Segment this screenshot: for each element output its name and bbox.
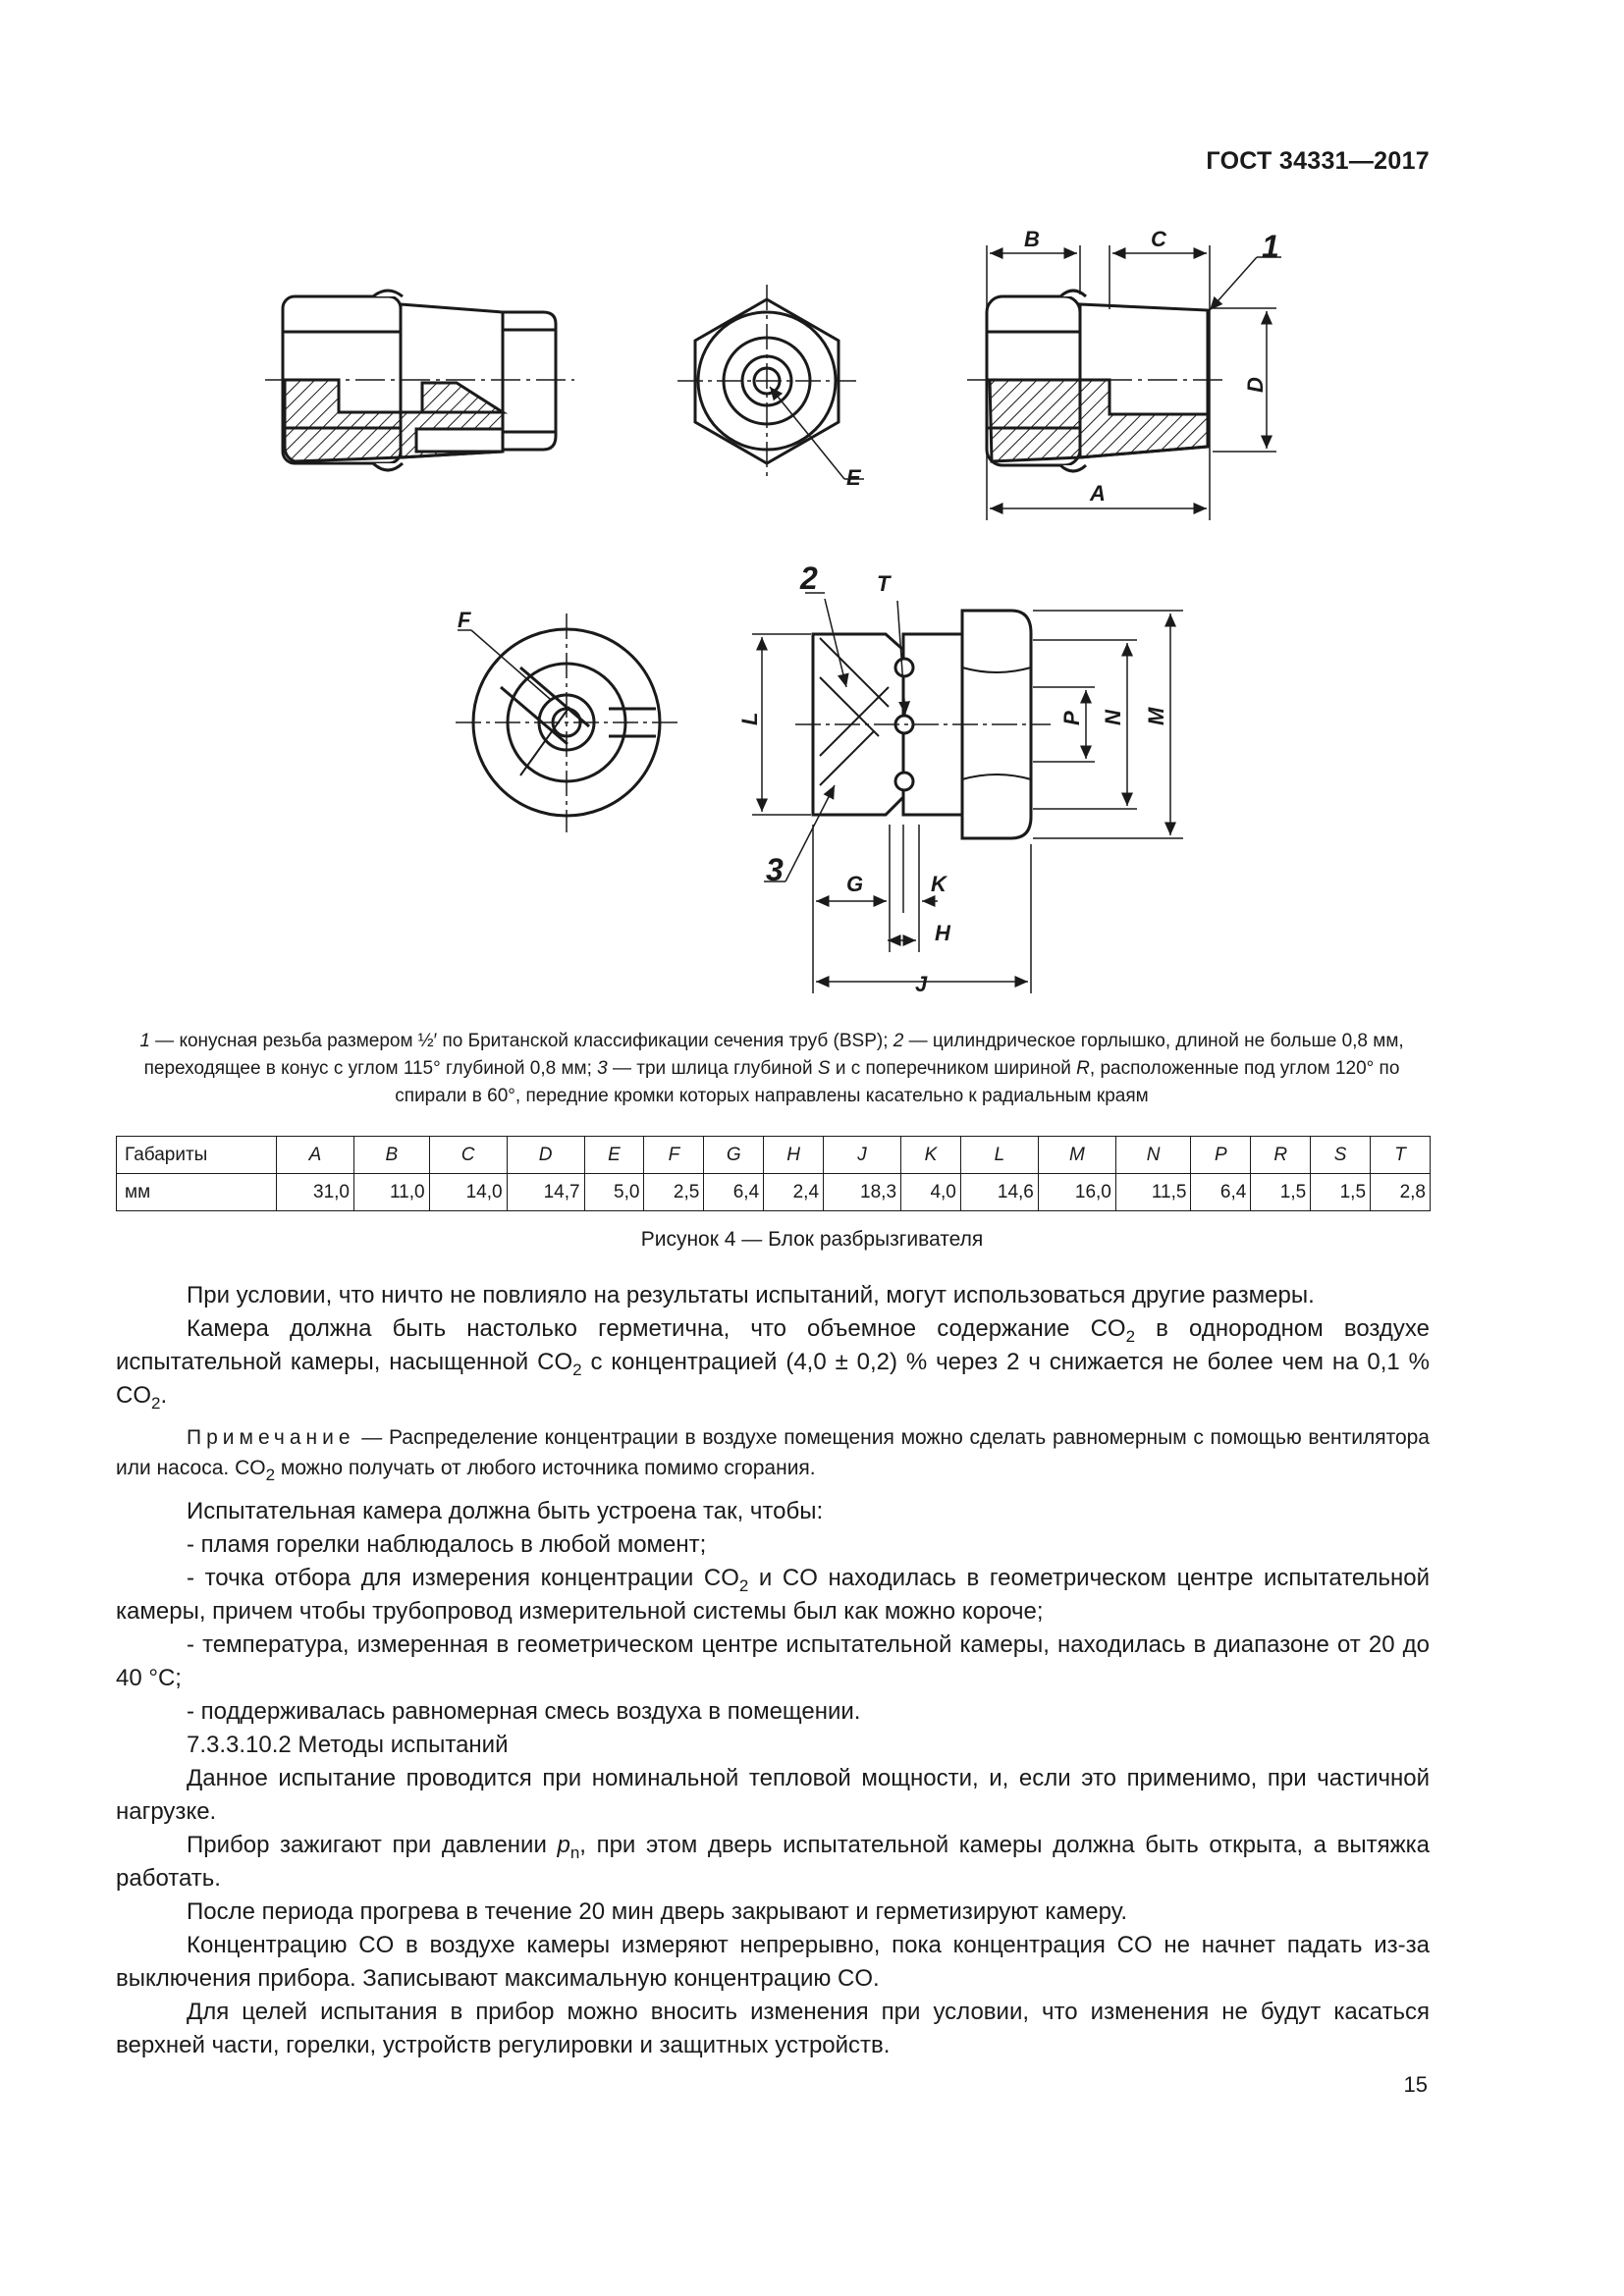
nozzle-dimensioned-side-view	[967, 245, 1281, 520]
paragraph	[116, 1996, 1430, 2062]
dim-label-d: D	[1243, 377, 1268, 393]
paragraph-text: Данное испытание проводится при номинальной тепловой мощности, и, если это применимо, при частичной нагрузке.	[116, 1765, 1430, 1825]
dim-label-k: K	[931, 872, 947, 896]
paragraph-text: После периода прогрева в течение 20 мин дверь закрывают и герметизируют камеру.	[187, 1898, 1127, 1925]
list-item	[116, 1629, 1430, 1695]
body-text	[116, 1279, 1430, 2062]
dim-label-l: L	[737, 712, 762, 725]
paragraph	[116, 1279, 1430, 1312]
page-number: 15	[1403, 2072, 1428, 2097]
table-header-cell: F	[644, 1137, 704, 1174]
table-header-cell: D	[507, 1137, 584, 1174]
paragraph	[116, 1896, 1430, 1929]
nozzle-side-section-view	[265, 291, 574, 470]
table-cell: 16,0	[1038, 1174, 1115, 1211]
nozzle-hex-end-view	[677, 285, 864, 481]
table-header-row	[117, 1137, 1431, 1174]
legend-item-3-text-c: , расположенные под углом 120° по спирали в 60°, передние кромки которых направлены касательно к радиальным краям	[395, 1058, 1400, 1106]
table-header-cell: K	[901, 1137, 961, 1174]
table-cell: 2,5	[644, 1174, 704, 1211]
legend-item-1-text: — конусная резьба размером ½′ по Британской классификации сечения труб (BSP);	[149, 1031, 893, 1051]
subscript: 2	[1125, 1327, 1136, 1346]
paragraph	[116, 1312, 1430, 1413]
paragraph	[116, 1929, 1430, 1996]
dim-label-g: G	[846, 872, 864, 896]
paragraph	[116, 1829, 1430, 1896]
table-header-cell: Габариты	[117, 1137, 277, 1174]
table-header-cell: R	[1251, 1137, 1311, 1174]
table-header-cell: J	[824, 1137, 901, 1174]
document-header: ГОСТ 34331—2017	[1206, 147, 1430, 175]
table-header-cell: H	[764, 1137, 824, 1174]
paragraph-text: в однородном воздухе испытательной камеры, насыщенной CO	[116, 1315, 1430, 1375]
table-header-cell: C	[429, 1137, 507, 1174]
note-text: можно получать от любого источника помимо сгорания.	[275, 1457, 816, 1479]
dim-label-f: F	[458, 608, 471, 632]
pressure-symbol: p	[557, 1832, 570, 1858]
legend-item-3-text: — три шлица глубиной	[607, 1058, 818, 1079]
table-cell: 18,3	[824, 1174, 901, 1211]
table-cell: 14,7	[507, 1174, 584, 1211]
dimensions-table	[116, 1136, 1431, 1211]
table-cell: 2,8	[1371, 1174, 1431, 1211]
table-cell: 6,4	[1191, 1174, 1251, 1211]
figure-4-drawing	[0, 0, 1624, 1011]
legend-item-2-text: — цилиндрическое горлышко, длиной не больше 0,8 мм, переходящее в конус с углом 115° глубиной 0,8 мм;	[143, 1031, 1404, 1079]
note-paragraph	[116, 1422, 1430, 1483]
paragraph-text: с концентрацией (4,0 ± 0,2) % через 2 ч снижается не более чем на 0,1 % CO	[116, 1349, 1431, 1409]
table-header-cell: A	[277, 1137, 354, 1174]
subscript: n	[569, 1843, 580, 1862]
list-item-text: - температура, измеренная в геометрическом центре испытательной камеры, находилась в диапазоне от 20 до 40 °C;	[116, 1631, 1430, 1691]
figure-caption: Рисунок 4 — Блок разбрызгивателя	[640, 1228, 984, 1251]
table-cell: 14,0	[429, 1174, 507, 1211]
nozzle-main-side-view	[752, 593, 1183, 993]
paragraph-text: , при этом дверь испытательной камеры должна быть открыта, а вытяжка работать.	[116, 1832, 1431, 1892]
subscript: 2	[151, 1394, 161, 1413]
subscript: 2	[265, 1466, 276, 1484]
paragraph-text: При условии, что ничто не повлияло на результаты испытаний, могут использоваться другие размеры.	[187, 1282, 1315, 1308]
paragraph-text: Для целей испытания в прибор можно вносить изменения при условии, что изменения не будут касаться верхней части, горелки, устройств регулировки и защитных устройств.	[116, 1999, 1430, 2058]
table-header-cell: G	[704, 1137, 764, 1174]
table-cell: 2,4	[764, 1174, 824, 1211]
legend-item-2-number: 2	[893, 1031, 904, 1051]
section-heading-text: 7.3.3.10.2 Методы испытаний	[187, 1732, 509, 1758]
paragraph-text: Прибор зажигают при давлении	[187, 1832, 558, 1858]
table-header-cell: B	[354, 1137, 430, 1174]
dim-label-a: A	[1090, 481, 1106, 506]
table-cell: 14,6	[960, 1174, 1038, 1211]
dim-label-c: C	[1151, 227, 1166, 251]
subscript: 2	[572, 1361, 582, 1379]
table-cell: 1,5	[1311, 1174, 1371, 1211]
dim-label-e: E	[846, 465, 861, 490]
paragraph-text: Камера должна быть настолько герметична, что объемное содержание CO	[187, 1315, 1126, 1342]
table-header-cell: N	[1115, 1137, 1191, 1174]
table-cell: 4,0	[901, 1174, 961, 1211]
table-row	[117, 1174, 1431, 1211]
list-item-text: - точка отбора для измерения концентрации CO	[187, 1565, 739, 1591]
table-header-cell: P	[1191, 1137, 1251, 1174]
paragraph-text: Испытательная камера должна быть устроена так, чтобы:	[187, 1498, 824, 1524]
dim-label-t: T	[877, 571, 891, 596]
legend-item-3-text-b: и с поперечником шириной	[830, 1058, 1077, 1079]
list-item	[116, 1562, 1430, 1629]
subscript: 2	[738, 1576, 749, 1595]
table-cell: 5,0	[584, 1174, 644, 1211]
table-header-cell: L	[960, 1137, 1038, 1174]
note-text: — Распределение концентрации в воздухе помещения можно сделать равномерным с помощью вентилятора или насоса. CO	[116, 1426, 1430, 1479]
legend-symbol-s: S	[817, 1058, 831, 1079]
table-cell: 1,5	[1251, 1174, 1311, 1211]
table-cell: 6,4	[704, 1174, 764, 1211]
list-item-text: - пламя горелки наблюдалось в любой момент;	[187, 1531, 707, 1558]
dim-label-p: P	[1059, 711, 1084, 725]
figure-legend	[116, 1028, 1428, 1110]
dim-label-m: M	[1144, 707, 1168, 725]
table-header-cell: S	[1311, 1137, 1371, 1174]
list-item-text: - поддерживалась равномерная смесь воздуха в помещении.	[187, 1698, 861, 1725]
table-header-cell: M	[1038, 1137, 1115, 1174]
table-cell: 11,5	[1115, 1174, 1191, 1211]
paragraph	[116, 1495, 1430, 1528]
table-header-cell: T	[1371, 1137, 1431, 1174]
list-item	[116, 1528, 1430, 1562]
callout-label-2: 2	[800, 561, 818, 596]
legend-item-3-number: 3	[597, 1058, 608, 1079]
legend-symbol-r: R	[1076, 1058, 1090, 1079]
paragraph-text: Концентрацию CO в воздухе камеры измеряют непрерывно, пока концентрация CO не начнет падать из-за выключения прибора. Записывают максимальную концентрацию CO.	[116, 1932, 1430, 1992]
table-cell: 11,0	[354, 1174, 430, 1211]
dim-label-n: N	[1101, 710, 1125, 725]
table-cell: 31,0	[277, 1174, 354, 1211]
list-item	[116, 1695, 1430, 1729]
legend-item-1-number: 1	[139, 1031, 150, 1051]
list-item-text: и CO находилась в геометрическом центре испытательной камеры, причем чтобы трубопровод измерительной системы был как можно короче;	[116, 1565, 1430, 1625]
table-cell: мм	[117, 1174, 277, 1211]
callout-label-1: 1	[1262, 229, 1279, 264]
dim-label-h: H	[935, 921, 950, 945]
paragraph	[116, 1762, 1430, 1829]
note-label: Примечание	[187, 1426, 355, 1449]
nozzle-slotted-end-view	[456, 614, 677, 832]
paragraph-text: .	[160, 1382, 168, 1409]
table-header-cell: E	[584, 1137, 644, 1174]
dim-label-b: B	[1024, 227, 1040, 251]
dim-label-j: J	[915, 972, 928, 996]
callout-label-3: 3	[766, 852, 784, 887]
section-heading	[116, 1729, 1430, 1762]
